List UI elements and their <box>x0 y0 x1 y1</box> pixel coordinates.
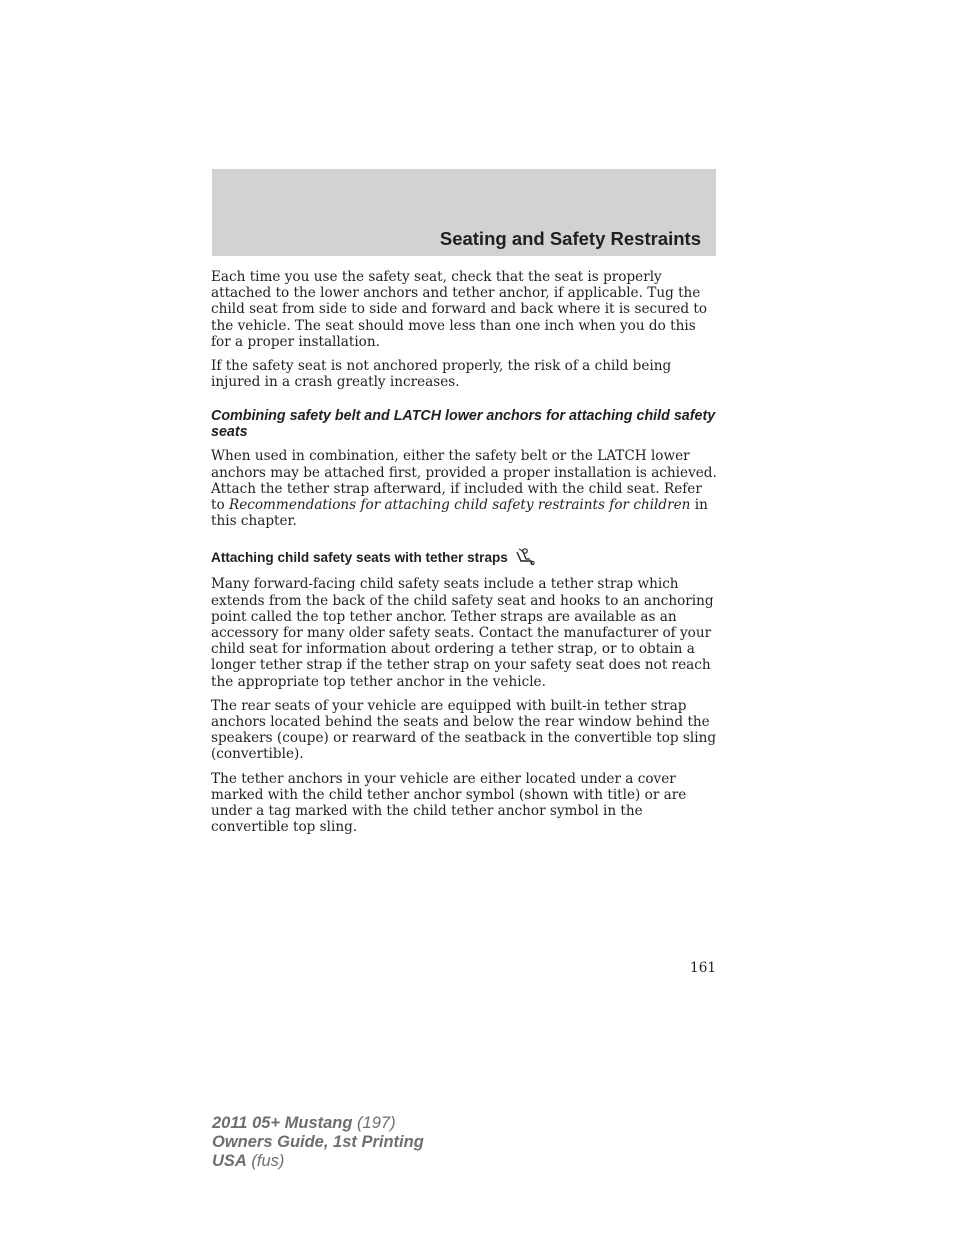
document-footer <box>212 1114 424 1171</box>
paragraph-combination-start: When used in combination, either the safety belt or the LATCH lower anchors may be attached first, provided a proper installation is achieved. Attach the tether strap afterward, if included with the child seat. Refer to <box>211 448 717 514</box>
paragraph-anchor-location: The tether anchors in your vehicle are either located under a cover marked with the child tether anchor symbol (shown with title) or are under a tag marked with the child tether anchor symbol in the convertible top sling. <box>211 770 687 836</box>
paragraph-combination-end: in this chapter. <box>211 497 708 530</box>
child-tether-anchor-icon <box>513 548 535 566</box>
footer-model: 2011 05+ Mustang <box>212 1114 353 1132</box>
footer-model-code: (197) <box>352 1114 396 1132</box>
paragraph-tether-description: Many forward-facing child safety seats include a tether strap which extends from the back of the child safety seat and hooks to an anchoring point called the top tether anchor. Tether straps are available as an accessory for many older safety seats. Contact the manufacturer of your child seat for information about ordering a tether strap, or to obtain a longer tether strap if the tether strap on your safety seat does not reach the appropriate top tether anchor in the vehicle. <box>211 576 714 690</box>
footer-line-market <box>212 1152 424 1171</box>
paragraph-anchor-warning: If the safety seat is not anchored properly, the risk of a child being injured in a crash greatly increases. <box>211 358 672 391</box>
footer-market-code: (fus) <box>246 1152 285 1170</box>
subheading-tether-straps <box>211 548 717 566</box>
paragraph-check-installation: Each time you use the safety seat, check that the seat is properly attached to the lower anchors and tether anchor, if applicable. Tug the child seat from side to side and forward and back where it is secured to the vehicle. The seat should move less than one inch when you do this for a proper installation. <box>211 269 708 350</box>
subheading-combining-latch: Combining safety belt and LATCH lower anchors for attaching child safety seats <box>211 408 716 441</box>
subheading-tether-straps-label: Attaching child safety seats with tether straps <box>211 550 508 566</box>
section-header-band <box>212 169 716 256</box>
page-number: 161 <box>690 960 716 976</box>
paragraph-rear-seats: The rear seats of your vehicle are equipped with built-in tether strap anchors located behind the seats and below the rear window behind the speakers (coupe) or rearward of the seatback in the convertible top sling (convertible). <box>211 697 717 763</box>
footer-line-model <box>212 1114 424 1133</box>
paragraph-combination <box>211 448 717 529</box>
section-title: Seating and Safety Restraints <box>439 228 701 249</box>
footer-line-guide <box>212 1133 424 1152</box>
page-content <box>211 269 717 843</box>
cross-reference-link: Recommendations for attaching child safety restraints for children <box>228 497 691 514</box>
footer-market: USA <box>212 1152 247 1170</box>
footer-guide-edition: Owners Guide, 1st Printing <box>212 1133 424 1151</box>
